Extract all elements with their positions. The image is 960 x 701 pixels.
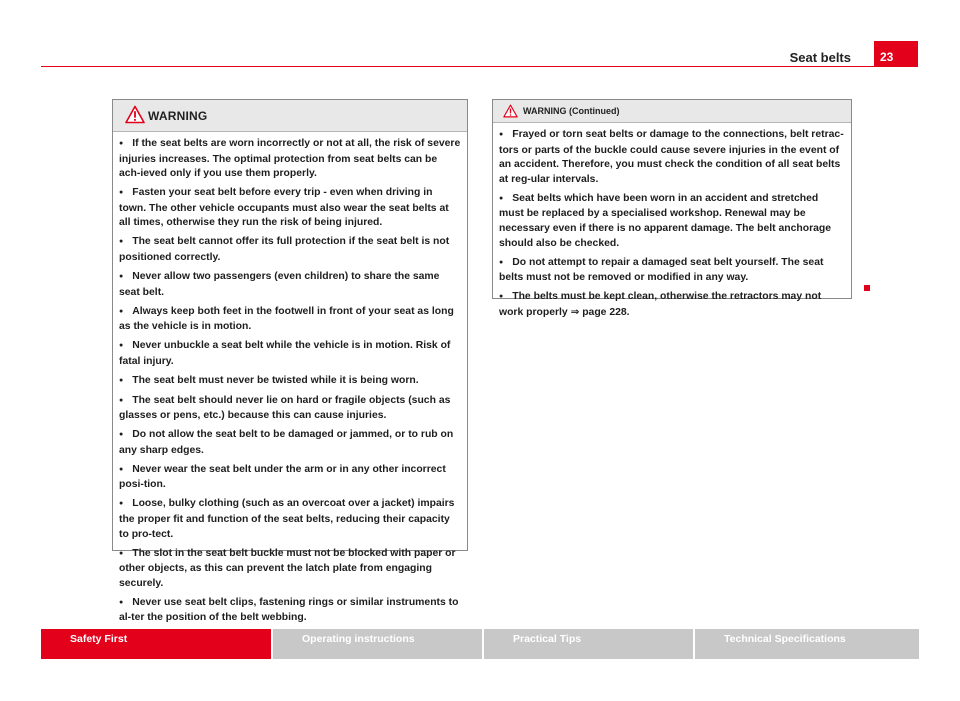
warning-item: ● Loose, bulky clothing (such as an overcoat over a jacket) impairs the proper fit and function of the seat belts, reducing their capacity to pro-tect. bbox=[119, 497, 461, 542]
header-rule bbox=[41, 66, 874, 67]
page-section-title: Seat belts bbox=[789, 50, 851, 65]
warning-item: ● The belts must be kept clean, otherwise the retractors may not work properly ⇒ page 228. bbox=[499, 290, 845, 320]
warning-item: ● Never unbuckle a seat belt while the vehicle is in motion. Risk of fatal injury. bbox=[119, 339, 461, 369]
warning-item: ● Seat belts which have been worn in an accident and stretched must be replaced by a specialised workshop. Renewal may be necessary even if there is no apparent damage. The belt anchorage should also be checked. bbox=[499, 192, 845, 251]
footer-tab-technical-specifications[interactable]: Technical Specifications bbox=[724, 633, 846, 645]
warning-item: ● The seat belt should never lie on hard or fragile objects (such as glasses or pens, etc.) because this can cause injuries. bbox=[119, 394, 461, 424]
warning-item: ● Never wear the seat belt under the arm or in any other incorrect posi-tion. bbox=[119, 463, 461, 493]
warning-item: ● The seat belt must never be twisted while it is being worn. bbox=[119, 374, 461, 390]
warning-header bbox=[113, 100, 467, 132]
chapter-nav-footer bbox=[41, 629, 919, 659]
warning-triangle-icon bbox=[503, 104, 518, 118]
warning-item: ● Always keep both feet in the footwell in front of your seat as long as the vehicle is in motion. bbox=[119, 305, 461, 335]
footer-tab-practical-tips[interactable]: Practical Tips bbox=[484, 629, 695, 659]
warning-item: ● The slot in the seat belt buckle must not be blocked with paper or other objects, as this can prevent the latch plate from engaging securely. bbox=[119, 547, 461, 592]
warning-item: ● Never use seat belt clips, fastening rings or similar instruments to al-ter the position of the belt webbing. bbox=[119, 596, 461, 626]
warning-box-right bbox=[492, 99, 852, 318]
warning-item: ● Do not allow the seat belt to be damaged or jammed, or to rub on any sharp edges. bbox=[119, 428, 461, 458]
footer-tab-safety-first[interactable]: Safety First bbox=[41, 629, 273, 659]
warning-continued-list bbox=[493, 123, 851, 320]
warning-box-left bbox=[112, 99, 468, 624]
warning-item: ● Frayed or torn seat belts or damage to the connections, belt retrac-tors or parts of the buckle could cause severe injuries in the event of an accident. Therefore, you must check the condition of all seat belts at reg-ular intervals. bbox=[499, 128, 845, 187]
warning-item: ● Do not attempt to repair a damaged seat belt yourself. The seat belts must not be removed or modified in any way. bbox=[499, 256, 845, 286]
warning-item: ● Never allow two passengers (even children) to share the same seat belt. bbox=[119, 270, 461, 300]
warning-triangle-icon bbox=[125, 105, 145, 124]
warning-continued-header bbox=[493, 100, 851, 123]
footer-tab-operating-instructions[interactable]: Operating instructions bbox=[273, 629, 484, 659]
page-number: 23 bbox=[874, 41, 918, 67]
warning-title: WARNING bbox=[148, 109, 208, 123]
warning-item: ● Fasten your seat belt before every trip - even when driving in town. The other vehicle occupants must also wear the seat belts at all times, otherwise they run the risk of being injured. bbox=[119, 186, 461, 231]
warning-list bbox=[113, 132, 467, 626]
warning-item: ● The seat belt cannot offer its full protection if the seat belt is not positioned correctly. bbox=[119, 235, 461, 265]
section-end-marker bbox=[864, 285, 870, 291]
warning-continued-title: WARNING (Continued) bbox=[523, 106, 620, 116]
warning-item: ● If the seat belts are worn incorrectly or not at all, the risk of severe injuries increases. The optimal protection from seat belts can be ach-ieved only if you use them properly. bbox=[119, 137, 461, 182]
